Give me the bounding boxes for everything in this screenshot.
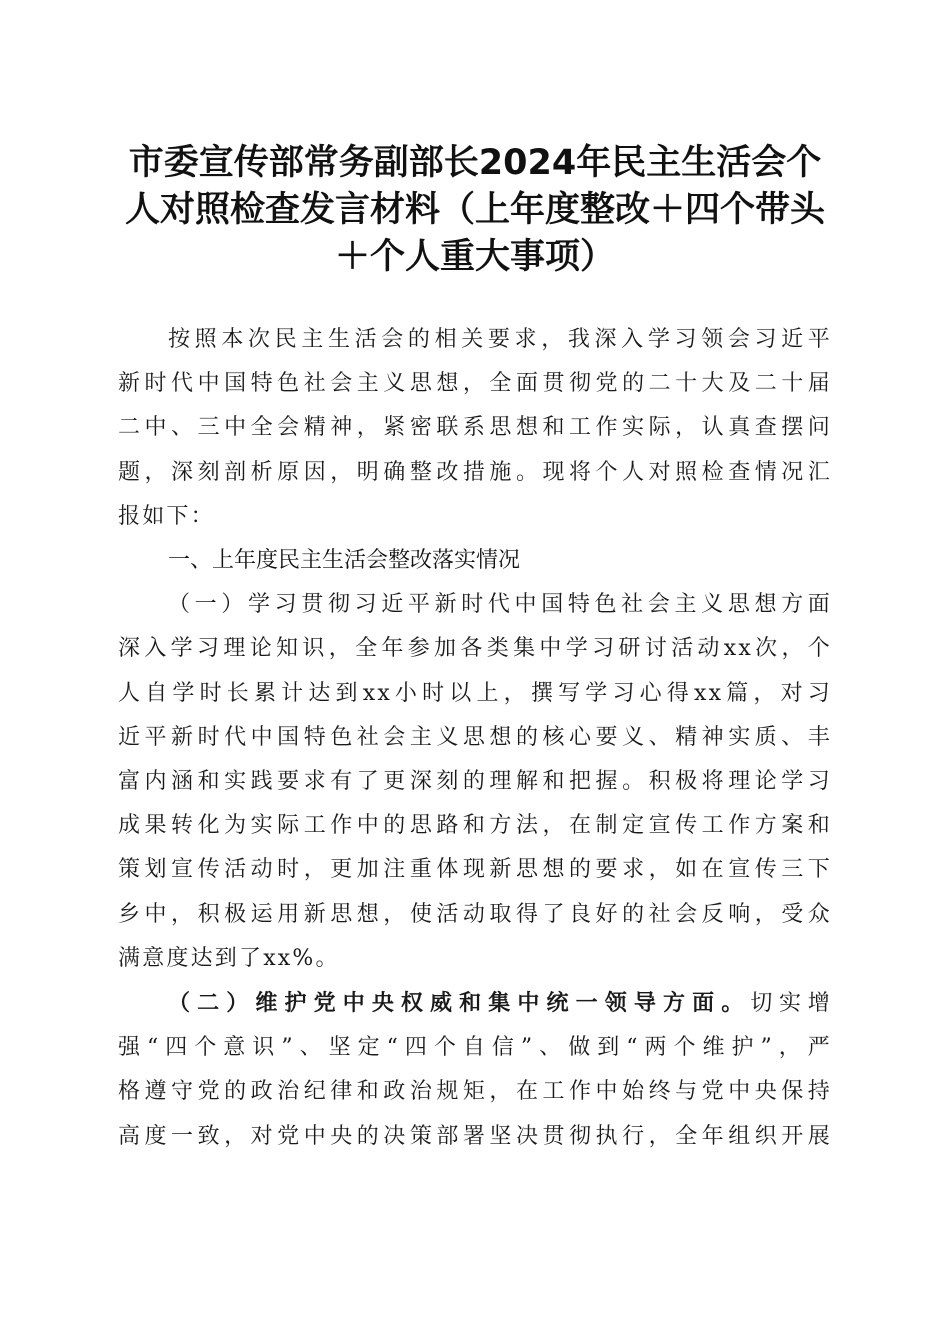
subsection-heading-line: （一）学习贯彻习近平新时代中国特色社会主义思想方面 (168, 592, 832, 618)
text-line: 报如下： (118, 503, 215, 529)
title-line: 人对照检查发言材料（上年度整改＋四个带头 (124, 190, 825, 230)
intro-paragraph (118, 318, 832, 539)
text-line: 乡中，积极运用新思想，使活动取得了良好的社会反响，受众 (118, 901, 832, 927)
document-title (118, 140, 832, 281)
text-line: 二中、三中全会精神，紧密联系思想和工作实际，认真查摆问 (118, 415, 832, 441)
text-line: 强“四个意识”、坚定“四个自信”、做到“两个维护”，严 (118, 1035, 832, 1061)
text-line: 深入学习理论知识，全年参加各类集中学习研讨活动xx次，个 (118, 636, 832, 662)
text-line (118, 981, 832, 1026)
text-line: 富内涵和实践要求有了更深刻的理解和把握。积极将理论学习 (118, 769, 832, 795)
text-line: 成果转化为实际工作中的思路和方法，在制定宣传工作方案和 (118, 813, 832, 839)
text-line: 按照本次民主生活会的相关要求，我深入学习领会习近平 (168, 327, 832, 352)
text-line: 题，深刻剖析原因，明确整改措施。现将个人对照检查情况汇 (118, 459, 832, 485)
subsection-1-paragraph (118, 583, 832, 981)
document-body (118, 318, 832, 1159)
text-run: 切实增 (750, 991, 832, 1017)
subsection-2-paragraph (118, 981, 832, 1159)
text-line: 满意度达到了xx%。 (118, 945, 340, 971)
section-heading: 一、上年度民主生活会整改落实情况 (168, 548, 521, 574)
text-line: 高度一致，对党中央的决策部署坚决贯彻执行，全年组织开展 (118, 1123, 832, 1149)
text-line: 格遵守党的政治纪律和政治规矩，在工作中始终与党中央保持 (118, 1079, 832, 1105)
title-line: 市委宣传部常务副部长2024年民主生活会个 (128, 143, 822, 183)
text-line: 新时代中国特色社会主义思想，全面贯彻党的二十大及二十届 (118, 371, 832, 397)
text-line: 策划宣传活动时，更加注重体现新思想的要求，如在宣传三下 (118, 857, 832, 883)
subsection-heading: （二）维护党中央权威和集中统一领导方面。 (168, 990, 751, 1017)
text-line: 人自学时长累计达到xx小时以上，撰写学习心得xx篇，对习 (118, 680, 832, 706)
text-line: 近平新时代中国特色社会主义思想的核心要义、精神实质、丰 (118, 724, 832, 750)
title-line: ＋个人重大事项） (334, 237, 615, 277)
